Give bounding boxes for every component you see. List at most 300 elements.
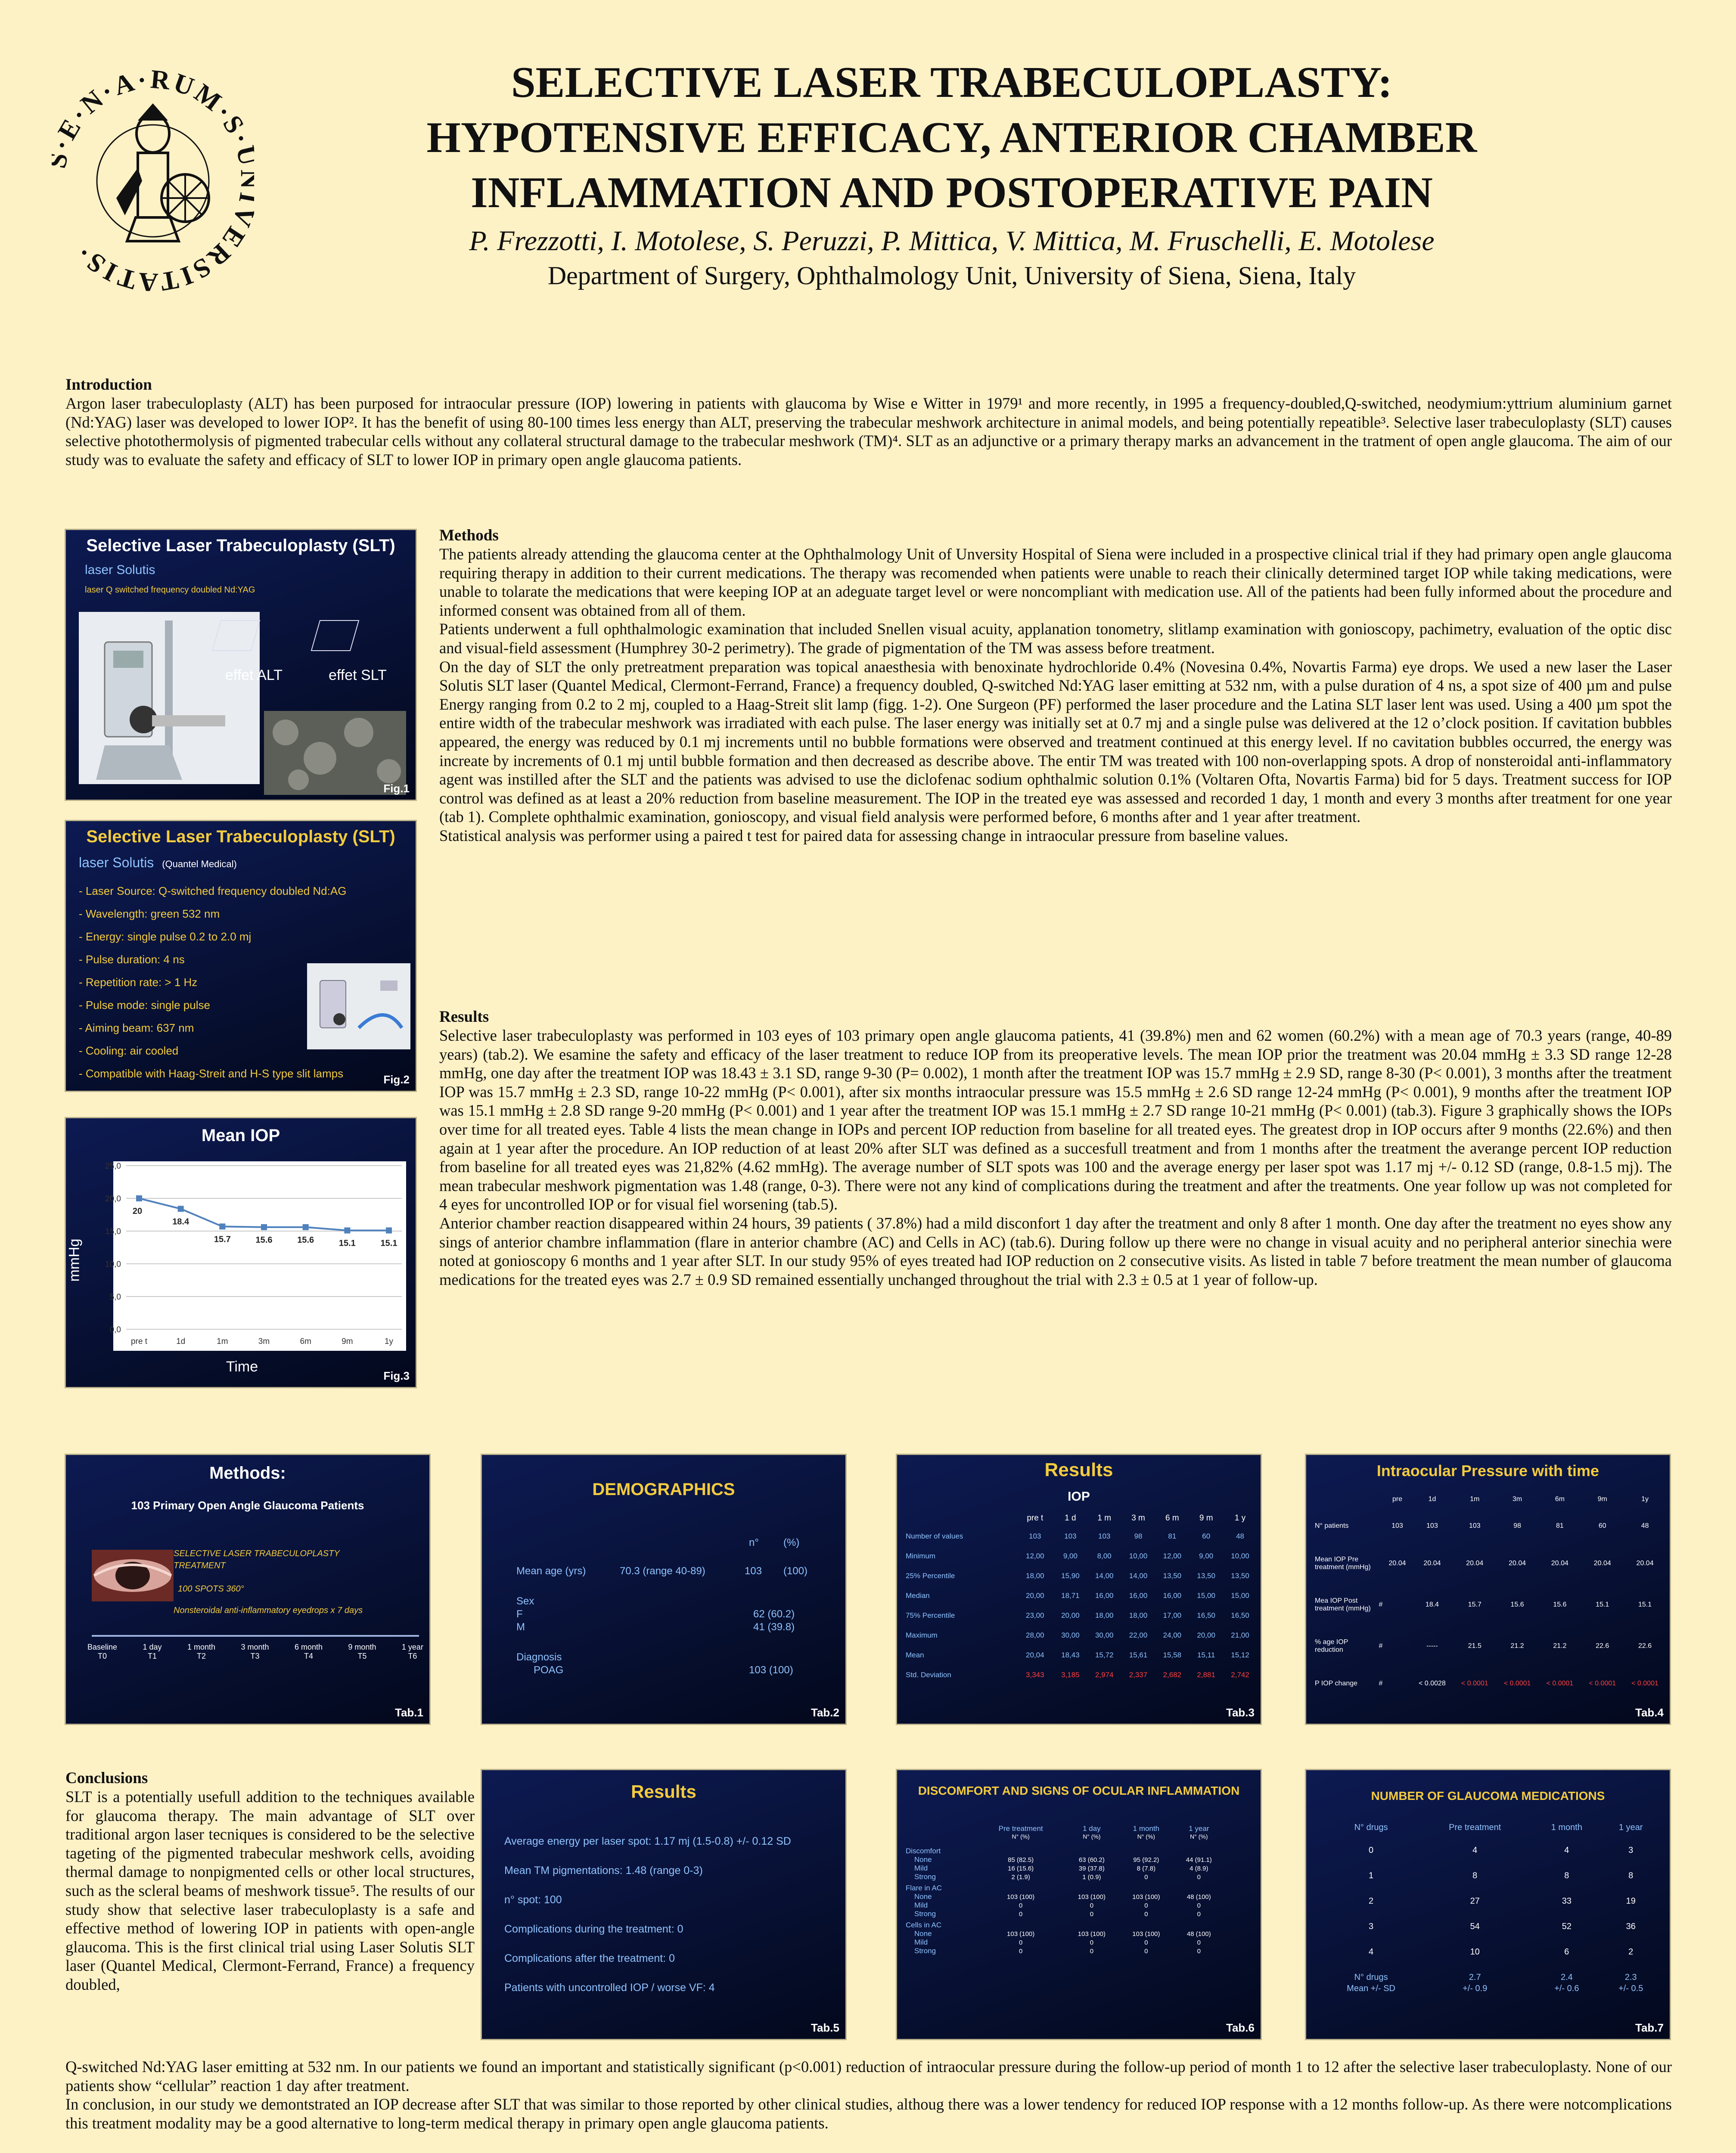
fig2-title: Selective Laser Trabeculoplasty (SLT)	[86, 827, 395, 846]
table-cell: 20.04	[1388, 1560, 1406, 1567]
timeline-point	[87, 1643, 117, 1661]
table-7-panel	[1305, 1769, 1671, 2040]
authors: P. Frezzotti, I. Motolese, S. Peruzzi, P. Mittica, V. Mittica, M. Fruschelli, E. Motolese	[469, 225, 1435, 257]
timeline-label: 6 month	[294, 1643, 323, 1651]
data-label: 15.1	[339, 1238, 356, 1248]
table-cell: 39 (37.8)	[1078, 1864, 1105, 1872]
data-point	[136, 1195, 142, 1201]
row-label: None	[914, 1892, 932, 1901]
table-subheader-cell: N° (%)	[1083, 1833, 1101, 1840]
mean-cell	[1602, 1965, 1659, 1994]
table-cell: < 0.0028	[1419, 1680, 1446, 1687]
tab2-title: DEMOGRAPHICS	[592, 1480, 735, 1499]
introduction-heading: Introduction	[65, 376, 152, 394]
tab5-title: Results	[631, 1781, 696, 1802]
table-subheader-cell: N° (%)	[1137, 1833, 1155, 1840]
x-tick-label: 1y	[384, 1337, 394, 1346]
row-hash	[1378, 1543, 1384, 1584]
row-label: Mild	[914, 1938, 928, 1946]
table-corner-cell	[906, 1833, 977, 1844]
table-cell: 8	[1564, 1871, 1569, 1880]
table-cell: 22.6	[1596, 1642, 1609, 1650]
results-heading: Results	[439, 1008, 489, 1026]
table-cell: 2,974	[1095, 1671, 1114, 1679]
table-row	[906, 1910, 1224, 1918]
table-cell: 20,00	[1197, 1631, 1215, 1639]
fig2-spec-item: - Cooling: air cooled	[79, 1044, 179, 1057]
table-cell: 15.1	[1596, 1601, 1609, 1608]
title-line-2: HYPOTENSIVE EFFICACY, ANTERIOR CHAMBER	[426, 113, 1477, 162]
table-row	[1323, 1914, 1659, 1939]
table-cell: 0	[1019, 1947, 1023, 1955]
timeline-labels	[87, 1643, 423, 1661]
table-cell: 14,00	[1129, 1572, 1148, 1580]
table-cell: 36	[1626, 1922, 1636, 1931]
svg-text:S·E·N·A·RUM·S·UNIVERSITATIS·: E·N·A·RUM·S· ERSITATIS·	[52, 69, 254, 293]
timeline-code: T1	[148, 1652, 157, 1660]
table-cell: 15,61	[1129, 1651, 1148, 1659]
table-cell: 52	[1562, 1922, 1571, 1931]
row-hash: #	[1379, 1601, 1383, 1608]
fig2-spec-item: - Compatible with Haag-Streit and H-S type slit lamps	[79, 1067, 344, 1080]
x-tick-label: 3m	[258, 1337, 270, 1346]
results-paragraph-1: Selective laser trabeculoplasty was performed in 103 eyes of 103 primary open angle glaucoma patients, 41 (39.8%) men and 62 women (60.2%) with a mean age of 70.3 years (range, 40-89 years) (tab.2). We esamine the safety and efficacy of the laser treatment to reduce IOP from its preoperative levels. The mean IOP prior the treatment was 20.04 mmHg ± 3.3 SD range 12-28 mmHg, one day after the treatment IOP was 18.43 ± 3.1 SD, range 9-30 (P= 0.002), 1 month after the treatment IOP was 15.7 mmHg ± 2.9 SD, range 8-30 (P< 0.001), 3 months after the treatment IOP was 15.7 mmHg ± 2.3 SD, range 10-22 mmHg (P< 0.001), after six months intraocular pressure was 15.5 mmHg ± 2.6 SD range 12-24 mmHg (P< 0.001), 9 months after the treatment IOP was 15.1 mmHg ± 2.8 SD range 9-20 mmHg (P< 0.001) and 1 year after the treatment IOP was 15.1 mmHg ± 2.7 SD range 10-21 mmHg (P< 0.001) (tab.3). Figure 3 graphically shows the IOPs over time for all treated eyes. Table 4 lists the mean change in IOPs and percent IOP reduction from baseline for all treated eyes. The greatest drop in IOP occurs after 9 months (22.6%) and then again at 1 year after the procedure. An IOP reduction of at least 20% after SLT was defined as a succesfull treatment and from 1 months after the treatment the averange percent IOP reduction from baseline for all treated eyes was 21,82% (4.62 mmHg). The average number of SLT spots was 100 and the average energy per laser spot was 1.17 mj +/- 0.12 SD (range, 0.8-1.5 mj). The mean trabecular meshwork pigmentation was 1.48 (range, 0-3). There were not any kind of complications during the treatment and after the treatments. One year follow up was not completed for 4 eyes for uncontrolled IOP or for visual fiel worsening (tab.5).	[439, 1027, 1672, 1213]
timeline-label: 1 day	[143, 1643, 162, 1651]
tab5-item: n° spot: 100	[504, 1894, 562, 1906]
table-cell: 27	[1470, 1896, 1480, 1906]
conclusions-narrow-text: SLT is a potentially usefull addition to the techniques available for glaucoma therapy. The main advantage of SLT over traditional argon laser tecniques is considered to be the selective tageting of the pigmented trabecular meshwork cells, avoiding thermal damage to nonpigmented cells or other local structures, such as the scleral beams of meshwork tissue⁵. The results of our study show that selective laser trabeculoplasty is a safe and effective method of lowering IOP in patients with open-angle glaucoma. This is the first clinical trial using Laser Solutis SLT laser (Quantel Medical, Clermont-Ferrand, France) a frequency doubled,	[65, 1788, 475, 1993]
row-label: Mild	[914, 1901, 928, 1909]
table-cell: 0	[1090, 1947, 1094, 1955]
fig1-subtitle: laser Solutis	[85, 563, 155, 577]
mean-row	[1323, 1965, 1659, 1994]
tab2-head-n: n°	[749, 1537, 759, 1548]
methods-section	[439, 526, 1672, 845]
row-label: Strong	[914, 1947, 936, 1955]
table-hash-cell	[1378, 1489, 1384, 1509]
table-cell: 1	[1369, 1871, 1374, 1880]
tab5-item: Complications after the treatment: 0	[504, 1952, 675, 1964]
methods-paragraph-4: Statistical analysis was performer using a paired t test for paired data for assessing change in intraocular pressure from baseline values.	[439, 826, 1289, 844]
tab1-label: Tab.1	[395, 1706, 423, 1719]
methods-heading: Methods	[439, 527, 499, 544]
table-cell: < 0.0001	[1461, 1680, 1488, 1687]
fig2-spec-item: - Aiming beam: 637 nm	[79, 1021, 194, 1034]
row-label: Mea IOP Post treatment (mmHg)	[1315, 1597, 1371, 1612]
table-subheader-cell: N° (%)	[1012, 1833, 1030, 1840]
timeline-point	[348, 1643, 376, 1661]
table-cell: 9,00	[1063, 1552, 1078, 1560]
conclusions-continued	[65, 2057, 1672, 2132]
table-cell: 16,50	[1197, 1611, 1215, 1619]
tab1-line-2: TREATMENT	[174, 1561, 226, 1570]
row-label: Std. Deviation	[906, 1671, 951, 1679]
table-cell: 3,343	[1026, 1671, 1044, 1679]
row-hash: #	[1379, 1642, 1383, 1650]
timeline-point	[143, 1643, 161, 1661]
row-label: Median	[906, 1591, 930, 1600]
sd-value: +/- 0.6	[1554, 1984, 1579, 1993]
table-cell: 103 (100)	[1132, 1930, 1160, 1938]
fig2-spec-list	[79, 880, 346, 1085]
fig2-spec-item: - Wavelength: green 532 nm	[79, 907, 220, 920]
fig2-spec-item: - Repetition rate: > 1 Hz	[79, 976, 198, 989]
table-header-cell: 1y	[1641, 1495, 1649, 1503]
data-point	[219, 1223, 225, 1229]
table-cell: 0	[1369, 1846, 1374, 1855]
table-cell: 15,12	[1231, 1651, 1249, 1659]
table-corner-cell	[1313, 1489, 1378, 1509]
table-cell: 16,00	[1163, 1591, 1182, 1600]
y-tick-label: 20,0	[105, 1194, 121, 1204]
table-cell: 15.7	[1468, 1601, 1481, 1608]
table-cell	[1384, 1584, 1411, 1626]
table-corner-cell	[906, 1824, 977, 1833]
x-tick-label: 1d	[176, 1337, 186, 1346]
table-row	[906, 1864, 1224, 1873]
table-row	[1313, 1626, 1666, 1667]
table-row	[904, 1606, 1257, 1626]
table-cell: 8,00	[1097, 1552, 1112, 1560]
y-tick-label: 5,0	[109, 1293, 121, 1302]
table-cell: 10	[1470, 1947, 1480, 1957]
timeline-label: 3 month	[241, 1643, 269, 1651]
table-cell: 2	[1369, 1896, 1374, 1906]
mean-label-line: N° drugs	[1354, 1973, 1388, 1982]
table-row	[904, 1566, 1257, 1586]
table-row	[1323, 1838, 1659, 1863]
table-cell: 14,00	[1095, 1572, 1114, 1580]
table-cell: 103 (100)	[1078, 1893, 1106, 1901]
table-cell: 0	[1197, 1910, 1201, 1918]
introduction-section	[65, 375, 1672, 469]
table-header-cell: 6m	[1555, 1495, 1565, 1503]
timeline-label: 9 month	[348, 1643, 376, 1651]
table-cell: 0	[1197, 1939, 1201, 1946]
table-header-cell: pre t	[1027, 1514, 1043, 1523]
table-corner-cell	[904, 1510, 1017, 1526]
table-cell: 15.1	[1638, 1601, 1652, 1608]
fig3-label: Fig.3	[383, 1369, 410, 1382]
table-row	[1313, 1509, 1666, 1543]
tab2-age-value: 70.3 (range 40-89)	[620, 1565, 705, 1577]
table-header-cell: 1 year	[1618, 1823, 1643, 1832]
table-5-panel	[481, 1769, 847, 2040]
fig1-subtitle-2: laser Q switched frequency doubled Nd:YAG	[85, 585, 255, 595]
iop-with-time-table	[1313, 1489, 1666, 1700]
table-cell: 103 (100)	[1007, 1893, 1035, 1901]
timeline-code: T3	[250, 1652, 260, 1660]
table-row	[906, 1938, 1224, 1947]
table-cell: 98	[1513, 1522, 1522, 1529]
table-cell: 2,337	[1129, 1671, 1148, 1679]
table-cell: 2,881	[1197, 1671, 1215, 1679]
conclusions-heading: Conclusions	[65, 1769, 148, 1787]
table-cell: 0	[1144, 1910, 1148, 1918]
table-cell: 54	[1470, 1922, 1480, 1931]
table-cell: 0	[1090, 1910, 1094, 1918]
table-cell: 0	[1019, 1910, 1023, 1918]
table-cell: 0	[1197, 1873, 1201, 1881]
group-row	[906, 1881, 1224, 1892]
table-cell: 13,50	[1163, 1572, 1182, 1580]
table-header-cell: 9 m	[1199, 1514, 1213, 1523]
fig1-label: Fig.1	[383, 782, 410, 795]
mean-value: 2.7	[1469, 1973, 1481, 1982]
tab2-m-value: 41 (39.8)	[753, 1621, 795, 1633]
data-label: 18.4	[172, 1217, 189, 1227]
x-tick-label: 9m	[342, 1337, 353, 1346]
table-cell: 0	[1019, 1902, 1023, 1909]
data-label: 15.6	[297, 1235, 314, 1245]
table-cell: 60	[1202, 1532, 1211, 1540]
table-cell: 6	[1564, 1947, 1569, 1957]
table-cell: 63 (60.2)	[1078, 1856, 1105, 1864]
table-cell: 21.2	[1510, 1642, 1524, 1650]
x-tick-label: 1m	[217, 1337, 228, 1346]
timeline-point	[241, 1643, 269, 1661]
table-cell: 24,00	[1163, 1631, 1182, 1639]
table-cell: 0	[1144, 1947, 1148, 1955]
tab2-poag-value: 103 (100)	[749, 1664, 793, 1676]
table-cell: 60	[1598, 1522, 1606, 1529]
table-header-cell: N° drugs	[1354, 1823, 1388, 1832]
table-cell: 0	[1144, 1873, 1148, 1881]
table-cell: 8	[1472, 1871, 1478, 1880]
tab2-label: Tab.2	[811, 1706, 839, 1719]
table-cell: 4	[1369, 1947, 1374, 1957]
row-label: Minimum	[906, 1552, 935, 1560]
table-row	[904, 1526, 1257, 1546]
table-cell: 18,71	[1061, 1591, 1080, 1600]
table-header-cell: 1 year	[1189, 1824, 1209, 1833]
glaucoma-medications-table	[1323, 1818, 1659, 1994]
table-cell: 3	[1628, 1846, 1634, 1855]
table-header-row	[1313, 1489, 1666, 1509]
table-cell: 20,00	[1026, 1591, 1044, 1600]
tab4-label: Tab.4	[1635, 1706, 1664, 1719]
table-cell: 0	[1090, 1939, 1094, 1946]
table-header-cell: 1 month	[1551, 1823, 1582, 1832]
fig2-spec-item: - Energy: single pulse 0.2 to 2.0 mj	[79, 930, 252, 943]
data-point	[178, 1206, 184, 1212]
table-row	[1323, 1863, 1659, 1889]
row-label: Strong	[914, 1910, 936, 1918]
table-cell: 81	[1168, 1532, 1177, 1540]
table-cell: 48	[1236, 1532, 1245, 1540]
tab1-subtitle: 103 Primary Open Angle Glaucoma Patients	[131, 1499, 364, 1512]
data-point	[386, 1227, 392, 1233]
group-row	[906, 1918, 1224, 1930]
group-label: Cells in AC	[906, 1921, 942, 1929]
table-cell: 20,04	[1026, 1651, 1044, 1659]
table-header-cell: 1 y	[1234, 1514, 1246, 1523]
row-label: N° patients	[1315, 1522, 1349, 1529]
table-2-panel	[481, 1454, 847, 1725]
table-header-cell: 1d	[1428, 1495, 1436, 1503]
group-row	[906, 1844, 1224, 1855]
timeline-axis	[92, 1635, 419, 1637]
table-cell: 18,00	[1129, 1611, 1148, 1619]
tab1-title: Methods:	[209, 1464, 286, 1483]
table-cell: 30,00	[1095, 1631, 1114, 1639]
laser-device-illustration	[79, 603, 410, 797]
mean-label	[1323, 1965, 1419, 1994]
data-point	[344, 1227, 350, 1233]
table-cell: 21.2	[1553, 1642, 1567, 1650]
table-row	[906, 1892, 1224, 1901]
table-cell: 16 (15.6)	[1008, 1864, 1034, 1872]
mean-cell	[1531, 1965, 1602, 1994]
figure-1-panel	[65, 529, 417, 801]
table-header-cell: Pre treatment	[1449, 1823, 1501, 1832]
row-label: Maximum	[906, 1631, 938, 1639]
methods-paragraph-2: Patients underwent a full ophthalmologic examination that included Snellen visual acuity, applanation tonometry, slitlamp examination with gonioscopy, pachimetry, evaluation of the optic disc and visual-field assessment (Humphrey 30-2 perimetry). The grade of pigmentation of the TM was assess before treatment.	[439, 620, 1672, 657]
table-cell: 2,682	[1163, 1671, 1182, 1679]
row-label: None	[914, 1930, 932, 1938]
table-4-panel	[1305, 1454, 1671, 1725]
table-cell: 16,00	[1095, 1591, 1114, 1600]
tab5-item: Complications during the treatment: 0	[504, 1923, 683, 1935]
row-label: % age IOP reduction	[1315, 1638, 1348, 1654]
fig2-subtitle-small: (Quantel Medical)	[162, 859, 237, 869]
table-header-cell: pre	[1392, 1495, 1403, 1503]
table-header-cell: 1m	[1470, 1495, 1480, 1503]
table-cell: -----	[1426, 1642, 1438, 1650]
table-cell: 30,00	[1061, 1631, 1080, 1639]
discomfort-inflammation-table	[906, 1824, 1224, 1955]
table-cell: 0	[1144, 1939, 1148, 1946]
row-hash: #	[1379, 1680, 1383, 1687]
row-label: Mean	[906, 1651, 924, 1659]
x-tick-label: 6m	[300, 1337, 311, 1346]
timeline-code: T2	[196, 1652, 206, 1660]
table-cell	[1384, 1667, 1411, 1700]
tab2-age-label: Mean age (yrs)	[516, 1565, 586, 1577]
fig1-alt-label: effet ALT	[225, 667, 283, 683]
fig2-spec-item: - Laser Source: Q-switched frequency doubled Nd:AG	[79, 884, 347, 897]
conclusions-final-text: In conclusion, in our study we demontstrated an IOP decrease after SLT that was similar to those reported by other clinical studies, althoug there was a lower tendency for reduced IOP response with a 12 months follow-up. As there were notcomplications this treatment modality may be a good alternative to long-term medical therapy in primary open angle glaucoma patients.	[65, 2095, 1672, 2132]
table-cell: 15,72	[1095, 1651, 1114, 1659]
table-cell: 2	[1628, 1947, 1634, 1957]
results-section	[439, 1008, 1672, 1289]
table-header-cell: 1 month	[1133, 1824, 1160, 1833]
table-row	[906, 1930, 1224, 1938]
table-cell: 20.04	[1423, 1560, 1441, 1567]
tab7-title: NUMBER OF GLAUCOMA MEDICATIONS	[1371, 1789, 1605, 1802]
table-header-cell: 9m	[1597, 1495, 1607, 1503]
table-cell: 81	[1556, 1522, 1564, 1529]
university-seal	[52, 69, 254, 293]
row-hash	[1378, 1509, 1384, 1543]
table-cell: 48 (100)	[1186, 1930, 1211, 1938]
table-cell: 3	[1369, 1922, 1374, 1931]
fig2-subtitle	[79, 855, 237, 871]
table-cell: 103	[1469, 1522, 1481, 1529]
table-cell: 4	[1472, 1846, 1478, 1855]
timeline-label: 1 month	[187, 1643, 216, 1651]
table-header-cell: 3 m	[1131, 1514, 1145, 1523]
tab2-head-pct: (%)	[783, 1537, 800, 1548]
table-cell: 4	[1564, 1846, 1569, 1855]
chart-title: Mean IOP	[201, 1126, 280, 1145]
table-cell: 15.6	[1510, 1601, 1524, 1608]
mean-value: 2.3	[1624, 1973, 1637, 1982]
y-tick-label: 15,0	[105, 1227, 121, 1236]
fig2-spec-item: - Pulse mode: single pulse	[79, 999, 210, 1011]
table-cell: 0	[1197, 1902, 1201, 1909]
tab2-poag: POAG	[534, 1664, 564, 1676]
table-row	[906, 1855, 1224, 1864]
mean-label-line: Mean +/- SD	[1347, 1984, 1395, 1993]
table-header-cell: 1 d	[1065, 1514, 1076, 1523]
table-cell: 15.6	[1553, 1601, 1567, 1608]
group-label: Flare in AC	[906, 1884, 942, 1892]
table-cell: < 0.0001	[1631, 1680, 1658, 1687]
tab3-title: Results	[1044, 1459, 1113, 1480]
timeline-label: Baseline	[87, 1643, 118, 1651]
table-6-panel	[896, 1769, 1262, 2040]
table-row	[906, 1947, 1224, 1955]
table-row	[1313, 1543, 1666, 1584]
iop-statistics-table	[904, 1510, 1257, 1685]
table-cell: 0	[1019, 1939, 1023, 1946]
table-cell	[1384, 1626, 1411, 1667]
tab1-line-3: 100 SPOTS 360°	[178, 1584, 244, 1594]
row-label: None	[914, 1855, 932, 1864]
table-cell: 48	[1641, 1522, 1649, 1529]
table-row	[904, 1626, 1257, 1645]
table-cell: 18.4	[1425, 1601, 1439, 1608]
table-cell: 15,11	[1197, 1651, 1215, 1659]
table-cell: 13,50	[1197, 1572, 1215, 1580]
department: Department of Surgery, Ophthalmology Unit, University of Siena, Siena, Italy	[547, 261, 1356, 290]
table-cell: 95 (92.2)	[1133, 1856, 1159, 1864]
fig2-spec-item: - Pulse duration: 4 ns	[79, 953, 185, 966]
title-line-3: INFLAMMATION AND POSTOPERATIVE PAIN	[471, 168, 1433, 217]
conclusions-wide-text: Q-switched Nd:YAG laser emitting at 532 nm. In our patients we found an important and statistically significant (p<0.001) reduction of intraocular pressure during the follow-up period of month 1 to 12 after the selective laser trabeculoplasty. None of our patients show “cellular” reaction 1 day after treatment.	[65, 2058, 1672, 2094]
table-cell: 8 (7.8)	[1137, 1864, 1156, 1872]
tab3-subtitle: IOP	[1068, 1489, 1090, 1504]
timeline-point	[295, 1643, 323, 1661]
tab2-sex: Sex	[516, 1595, 534, 1607]
table-row	[1313, 1584, 1666, 1626]
tab6-title: DISCOMFORT AND SIGNS OF OCULAR INFLAMMATION	[918, 1784, 1240, 1797]
table-cell: < 0.0001	[1503, 1680, 1531, 1687]
table-cell: 22,00	[1129, 1631, 1148, 1639]
data-label: 20	[132, 1207, 143, 1216]
table-cell: 33	[1562, 1896, 1571, 1906]
table-1-panel	[65, 1454, 431, 1725]
table-cell: 18,43	[1061, 1651, 1080, 1659]
table-cell: 9,00	[1199, 1552, 1214, 1560]
chart-ylabel: mmHg	[66, 1238, 83, 1282]
table-cell: 103 (100)	[1007, 1930, 1035, 1938]
x-tick-label: pre t	[130, 1337, 148, 1346]
tab2-age-pct: (100)	[783, 1565, 808, 1577]
tab2-m: M	[516, 1621, 525, 1633]
tab2-f-value: 62 (60.2)	[753, 1608, 795, 1620]
table-cell: 17,00	[1163, 1611, 1182, 1619]
table-cell: 20.04	[1636, 1560, 1654, 1567]
figure-2-panel	[65, 820, 417, 1092]
tab6-label: Tab.6	[1226, 2021, 1255, 2034]
table-header-row	[904, 1510, 1257, 1526]
table-cell: 15,58	[1163, 1651, 1182, 1659]
sd-value: +/- 0.9	[1463, 1984, 1488, 1993]
title-line-1: SELECTIVE LASER TRABECULOPLASTY:	[511, 58, 1393, 107]
table-cell: 20,00	[1061, 1611, 1080, 1619]
